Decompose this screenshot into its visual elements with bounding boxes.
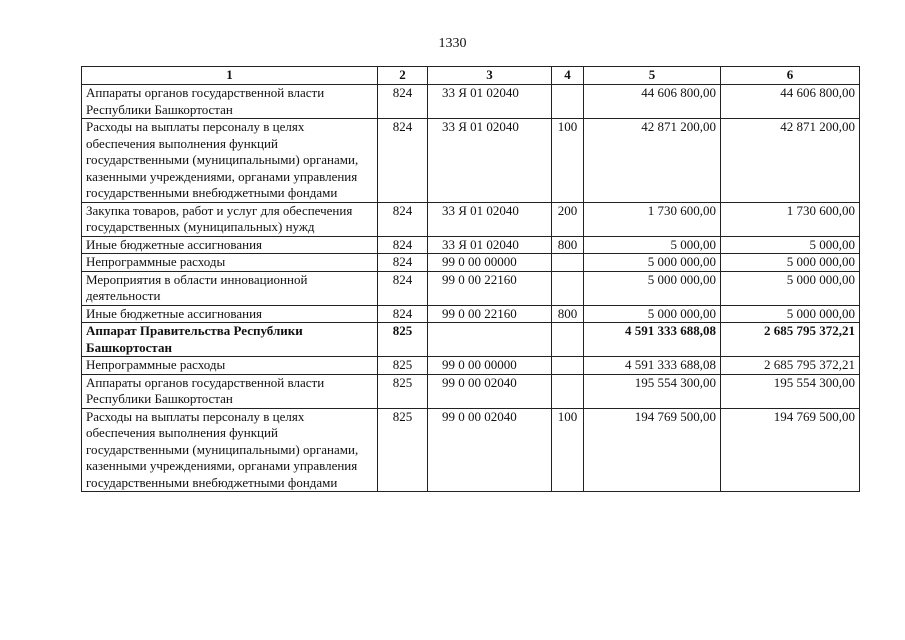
table-row xyxy=(82,374,860,408)
row-amount-col5: 194 769 500,00 xyxy=(584,408,721,492)
row-amount-col5: 5 000 000,00 xyxy=(584,254,721,272)
row-article: 99 0 00 22160 xyxy=(428,271,552,305)
row-expense-type xyxy=(552,254,584,272)
row-article: 33 Я 01 02040 xyxy=(428,85,552,119)
row-expense-type xyxy=(552,323,584,357)
row-expense-type: 100 xyxy=(552,119,584,203)
row-amount-col6: 5 000,00 xyxy=(721,236,860,254)
page-number: 1330 xyxy=(438,36,467,51)
row-amount-col6: 2 685 795 372,21 xyxy=(721,357,860,375)
table-row xyxy=(82,271,860,305)
row-amount-col6: 194 769 500,00 xyxy=(721,408,860,492)
row-name: Аппараты органов государственной власти Республики Башкортостан xyxy=(82,85,378,119)
row-expense-type xyxy=(552,271,584,305)
row-amount-col6: 2 685 795 372,21 xyxy=(721,323,860,357)
row-code: 824 xyxy=(378,305,428,323)
header-col-4: 4 xyxy=(552,67,584,85)
header-col-1: 1 xyxy=(82,67,378,85)
header-col-5: 5 xyxy=(584,67,721,85)
header-col-6: 6 xyxy=(721,67,860,85)
row-article: 33 Я 01 02040 xyxy=(428,119,552,203)
row-article: 99 0 00 00000 xyxy=(428,357,552,375)
row-name: Непрограммные расходы xyxy=(82,254,378,272)
row-name: Иные бюджетные ассигнования xyxy=(82,236,378,254)
row-amount-col6: 1 730 600,00 xyxy=(721,202,860,236)
row-code: 825 xyxy=(378,408,428,492)
row-article: 33 Я 01 02040 xyxy=(428,202,552,236)
row-expense-type xyxy=(552,374,584,408)
row-code: 824 xyxy=(378,119,428,203)
row-expense-type: 200 xyxy=(552,202,584,236)
row-code: 825 xyxy=(378,323,428,357)
table-row xyxy=(82,254,860,272)
row-name: Расходы на выплаты персоналу в целях обеспечения выполнения функций государственными (муниципальными) органами, казенными учреждениями, органами управления государственными внебюджетными фондами xyxy=(82,119,378,203)
row-amount-col6: 5 000 000,00 xyxy=(721,271,860,305)
row-article: 99 0 00 00000 xyxy=(428,254,552,272)
row-name: Непрограммные расходы xyxy=(82,357,378,375)
table-row xyxy=(82,305,860,323)
header-row xyxy=(82,67,860,85)
row-code: 824 xyxy=(378,271,428,305)
row-expense-type: 800 xyxy=(552,305,584,323)
row-amount-col6: 5 000 000,00 xyxy=(721,305,860,323)
row-code: 825 xyxy=(378,374,428,408)
row-code: 824 xyxy=(378,236,428,254)
row-code: 824 xyxy=(378,202,428,236)
row-amount-col6: 195 554 300,00 xyxy=(721,374,860,408)
header-col-3: 3 xyxy=(428,67,552,85)
row-code: 825 xyxy=(378,357,428,375)
row-amount-col6: 44 606 800,00 xyxy=(721,85,860,119)
table-row xyxy=(82,202,860,236)
row-name: Мероприятия в области инновационной деятельности xyxy=(82,271,378,305)
budget-table xyxy=(81,66,860,492)
table-row xyxy=(82,236,860,254)
row-amount-col5: 4 591 333 688,08 xyxy=(584,357,721,375)
row-name: Иные бюджетные ассигнования xyxy=(82,305,378,323)
row-expense-type: 800 xyxy=(552,236,584,254)
row-amount-col5: 4 591 333 688,08 xyxy=(584,323,721,357)
row-name: Закупка товаров, работ и услуг для обеспечения государственных (муниципальных) нужд xyxy=(82,202,378,236)
row-article: 99 0 00 02040 xyxy=(428,374,552,408)
row-expense-type xyxy=(552,357,584,375)
table-row xyxy=(82,357,860,375)
row-amount-col5: 5 000,00 xyxy=(584,236,721,254)
row-name: Аппараты органов государственной власти Республики Башкортостан xyxy=(82,374,378,408)
row-amount-col5: 5 000 000,00 xyxy=(584,271,721,305)
row-name: Расходы на выплаты персоналу в целях обеспечения выполнения функций государственными (муниципальными) органами, казенными учреждениями, органами управления государственными внебюджетными фондами xyxy=(82,408,378,492)
row-amount-col6: 5 000 000,00 xyxy=(721,254,860,272)
table-row xyxy=(82,323,860,357)
row-amount-col5: 1 730 600,00 xyxy=(584,202,721,236)
row-expense-type xyxy=(552,85,584,119)
table-row xyxy=(82,119,860,203)
row-amount-col5: 42 871 200,00 xyxy=(584,119,721,203)
table-row xyxy=(82,85,860,119)
row-name: Аппарат Правительства Республики Башкортостан xyxy=(82,323,378,357)
row-article: 33 Я 01 02040 xyxy=(428,236,552,254)
row-code: 824 xyxy=(378,254,428,272)
row-amount-col5: 195 554 300,00 xyxy=(584,374,721,408)
row-article xyxy=(428,323,552,357)
header-col-2: 2 xyxy=(378,67,428,85)
table-body xyxy=(82,85,860,492)
row-article: 99 0 00 02040 xyxy=(428,408,552,492)
row-amount-col5: 44 606 800,00 xyxy=(584,85,721,119)
row-article: 99 0 00 22160 xyxy=(428,305,552,323)
row-code: 824 xyxy=(378,85,428,119)
table-row xyxy=(82,408,860,492)
row-amount-col5: 5 000 000,00 xyxy=(584,305,721,323)
row-expense-type: 100 xyxy=(552,408,584,492)
row-amount-col6: 42 871 200,00 xyxy=(721,119,860,203)
